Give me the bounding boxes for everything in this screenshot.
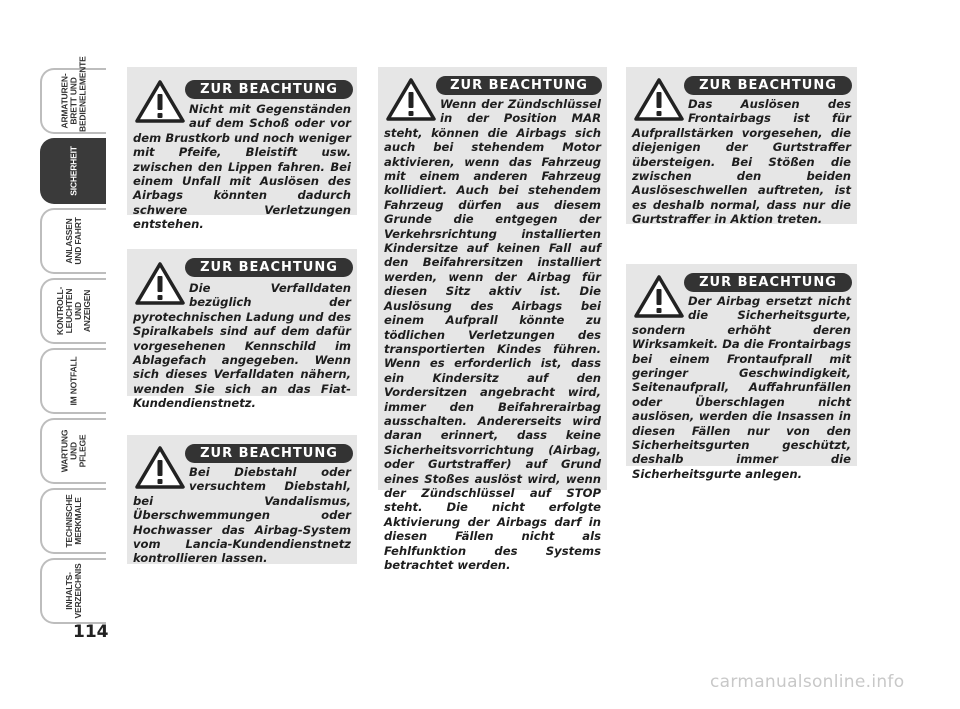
warning-badge: ZUR BEACHTUNG [684,76,852,95]
warning-note-2 [127,249,357,411]
warning-badge: ZUR BEACHTUNG [185,80,353,99]
tab-anlassen-und-fahrt[interactable]: ANLASSEN UND FAHRT [40,208,106,274]
warning-text: Die Verfalldaten bezüglich der pyrotechnischen Ladung und des Spiralkabels sind auf dem dafür vorgesehenen Kennschild im Ablagefach angegeben. Wenn sich dieses Verfalldaten nähern, wenden Sie sich an das Fiat-Kundendienstnetz. [133,281,351,411]
warning-text: Der Airbag ersetzt nicht die Sicherheitsgurte, sondern erhöht deren Wirksamkeit. Da die Frontairbags bei einem Frontaufprall mit geringer Geschwindigkeit, Seitenaufprall, Auffahrunfällen oder Überschlagen nicht auslösen, werden die Insassen in diesen Fällen nur von den Sicherheitsgurten geschützt, deshalb immer die Sicherheitsgurte anlegen. [632,294,851,481]
warning-badge: ZUR BEACHTUNG [436,76,602,95]
tab-sicherheit[interactable]: SICHERHEIT [40,138,106,204]
warning-text: Nicht mit Gegenständen auf dem Schoß oder vor dem Brustkorb und noch weniger mit Pfeife, Bleistift usw. zwischen den Lippen fahren. Bei einem Unfall mit Auslösen des Airbags könnten dadurch schwere Verletzungen entstehen. [133,102,351,232]
warning-triangle-icon [135,445,185,489]
warning-triangle-icon [634,274,684,318]
warning-note-3 [127,435,357,564]
warning-triangle-icon [386,77,436,121]
tab-kontrollleuchten[interactable]: KONTROLL- LEUCHTEN UND ANZEIGEN [40,278,106,344]
page-number: 114 [73,622,109,642]
warning-badge: ZUR BEACHTUNG [684,273,852,292]
warning-text: Bei Diebstahl oder versuchtem Diebstahl, bei Vandalismus, Überschwemmungen oder Hochwasser das Airbag-System vom Lancia-Kundendienstnetz kontrollieren lassen. [133,465,351,566]
tab-wartung-und-pflege[interactable]: WARTUNG UND PFLEGE [40,418,106,484]
warning-note-4 [378,67,607,572]
warning-triangle-icon [634,77,684,121]
warning-note-5 [626,67,857,227]
warning-triangle-icon [135,79,185,123]
tab-inhaltsverzeichnis[interactable]: INHALTS- VERZEICHNIS [40,558,106,624]
watermark: carmanualsonline.info [710,672,905,692]
warning-badge: ZUR BEACHTUNG [185,258,353,277]
warning-triangle-icon [135,261,185,305]
warning-note-1 [127,67,357,232]
warning-text: Wenn der Zündschlüssel in der Position MAR steht, können die Airbags sich auch bei stehendem Motor aktivieren, wenn das Fahrzeug mit einem anderen Fahrzeug kollidiert. Auch bei stehendem Fahrzeug dürfen aus diesem Grunde die entgegen der Verkehrsrichtung installierten Kindersitze auf keinen Fall auf den Beifahrersitzen installiert werden, wenn der Airbag für diesen Sitz aktiv ist. Die Auslösung des Airbags bei einem Aufprall könnte zu tödlichen Verletzungen des transportierten Kindes führen. Wenn es erforderlich ist, dass ein Kindersitz auf den Vordersitzen angebracht wird, immer den Beifahrerairbag ausschalten. Andererseits wird daran erinnert, dass keine Sicherheitsvorrichtung (Airbag, oder Gurtstraffer) auf Grund eines Stoßes auslöst wird, wenn der Zündschlüssel auf STOP steht. Die nicht erfolgte Aktivierung der Airbags darf in diesen Fällen nicht als Fehlfunktion des Systems betrachtet werden. [384,97,601,572]
warning-text: Das Auslösen des Frontairbags ist für Aufprallstärken vorgesehen, die diejenigen der Gurtstraffer übersteigen. Bei Stößen die zwischen den beiden Auslöseschwellen auftreten, ist es deshalb normal, dass nur die Gurtstraffer in Aktion treten. [632,97,851,227]
warning-note-6 [626,264,857,481]
tab-im-notfall[interactable]: IM NOTFALL [40,348,106,414]
tab-armaturenbrett[interactable]: ARMATUREN- BRETT UND BEDIENELEMENTE [40,68,106,134]
tab-technische-merkmale[interactable]: TECHNISCHE MERKMALE [40,488,106,554]
warning-badge: ZUR BEACHTUNG [185,444,353,463]
